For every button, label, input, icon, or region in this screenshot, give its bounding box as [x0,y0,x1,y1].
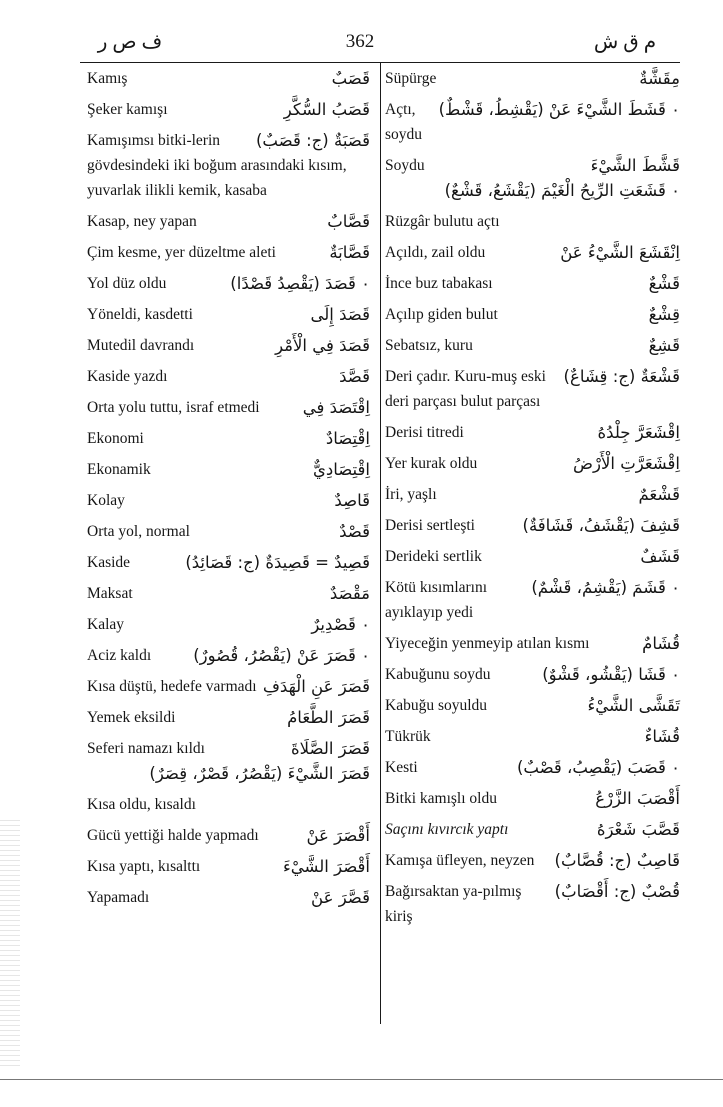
turkish-definition: Bitki kamışlı oldu [385,790,497,807]
turkish-definition: Tükrük [385,728,431,745]
turkish-definition: Kısa oldu, kısaldı [87,796,196,813]
turkish-definition: Süpürge [385,70,437,87]
dictionary-entry [87,581,370,606]
turkish-definition: Deri çadır. Kuru-muş eski deri parçası bulut parçası [385,368,546,410]
dictionary-entry [87,488,370,513]
arabic-headword: قُشَامٌ [642,634,680,653]
dictionary-entry [87,792,370,817]
dictionary-entry [87,333,370,358]
dictionary-entry [385,302,680,327]
turkish-definition: Yemek eksildi [87,709,176,726]
arabic-headword: اِنْقَشَعَ الشَّيْءُ عَنْ [560,243,680,262]
turkish-definition: Kabuğu soyuldu [385,697,488,714]
turkish-definition: Derideki sertlik [385,548,482,565]
dictionary-entry [385,817,680,842]
dictionary-entry [385,364,680,414]
dictionary-entry [385,451,680,476]
arabic-headword: مَقْصَدٌ [329,584,370,603]
dictionary-entry [385,631,680,656]
turkish-definition: Seferi namazı kıldı [87,740,205,757]
arabic-headword: قَشِعٌ [648,336,680,355]
turkish-definition: Kolay [87,492,125,509]
turkish-definition: Kasap, ney yapan [87,213,197,230]
arabic-headword: قَشِفَ (يَقْشَفُ، قَشَافَةٌ) [522,516,680,535]
dictionary-entry [385,66,680,91]
arabic-headword: ۰ قَصَدَ (يَقْصِدُ قَصْدًا) [230,274,370,293]
header-letters-right: ف ص ر [97,31,163,53]
dictionary-entry [385,879,680,929]
dictionary-entry [87,395,370,420]
dictionary-entry [87,302,370,327]
dictionary-entry [87,457,370,482]
arabic-headword: ۰ قَشَطَ الشَّيْءَ عَنْ (يَقْشِطُ، قَشْطٌ) [438,100,680,119]
arabic-headword: قَصَدَ إِلَى [310,305,370,324]
arabic-headword: قَشْعَمٌ [638,485,680,504]
arabic-headword: قَصَبُ السُّكَّرِ [283,100,370,119]
arabic-headword: قَاصِبٌ (ج: قُصَّابٌ) [554,851,680,870]
turkish-definition: Ekonamik [87,461,151,478]
dictionary-entry [87,519,370,544]
arabic-headword: قَصَرَ الطَّعَامُ [287,708,370,727]
turkish-definition: Kalay [87,616,125,633]
arabic-headword: قَصْدٌ [339,522,370,541]
arabic-headword: ۰ قَصَرَ عَنْ (يَقْصُرُ، قُصُورٌ) [193,646,370,665]
arabic-headword: ۰ قَصَبَ (يَقْصِبُ، قَصْبٌ) [516,758,680,777]
dictionary-entry [385,755,680,780]
bottom-rule [0,1079,723,1080]
arabic-headword: قَاصِدٌ [334,491,370,510]
turkish-definition: Orta yol, normal [87,523,190,540]
arabic-headword: قَشْعَةٌ (ج: قِشَاعٌ) [563,367,680,386]
arabic-headword: اِقْشَعَرَّ جِلْدُهُ [597,423,680,442]
arabic-headword: قَشَّطَ الشَّيْءَ [590,156,680,175]
dictionary-entry [385,724,680,749]
arabic-headword: قَشَفٌ [640,547,680,566]
dictionary-entry [87,271,370,296]
turkish-definition: Mutedil davrandı [87,337,195,354]
arabic-headword: أَقْصَبَ الزَّرْعُ [595,789,680,808]
dictionary-entry [385,544,680,569]
arabic-headword: قُشَاءٌ [644,727,680,746]
arabic-headword: قَصِيدٌ = قَصِيدَةٌ (ج: قَصَائِدُ) [185,553,370,572]
arabic-headword: مِقَشَّةٌ [639,69,680,88]
turkish-definition: Saçını kıvırcık yaptı [385,821,509,838]
arabic-headword: ۰ قَشَمَ (يَقْشِمُ، قَشْمٌ) [531,578,680,597]
turkish-definition: Kısa yaptı, kısalttı [87,858,201,875]
dictionary-entry [87,885,370,910]
turkish-definition: Kamışımsı bitki-lerin gövdesindeki iki boğum arasındaki kısım, yuvarlak ilikli kemik, kasaba [87,132,347,199]
arabic-headword: قَصَّدَ [339,367,370,386]
turkish-definition: Derisi sertleşti [385,517,475,534]
turkish-definition: Kaside [87,554,131,571]
dictionary-entry [385,97,680,147]
turkish-definition: Bağırsaktan ya-pılmış kiriş [385,883,522,925]
arabic-headword: قَصَرَ عَنِ الْهَدَفِ [262,677,370,696]
arabic-headword: قَصَّابٌ [327,212,370,231]
turkish-definition: Soydu [385,157,425,174]
arabic-headword: قَصَّابَةٌ [329,243,370,262]
dictionary-entry [87,426,370,451]
arabic-headword: قَصَبٌ [331,69,370,88]
turkish-definition: Kaside yazdı [87,368,168,385]
turkish-definition: Orta yolu tuttu, israf etmedi [87,399,260,416]
turkish-definition: Çim kesme, yer düzeltme aleti [87,244,276,261]
dictionary-entry [385,662,680,687]
dictionary-entry [87,240,370,265]
right-column [385,66,680,935]
arabic-headword: اِقْشَعَرَّتِ الْأَرْضُ [573,454,680,473]
dictionary-entry [385,153,680,203]
arabic-headword: تَقَشَّى الشَّيْءُ [587,696,680,715]
turkish-definition: İri, yaşlı [385,486,437,503]
arabic-headword: ۰ قَصْدِيرٌ [311,615,370,634]
dictionary-entry [385,786,680,811]
page-number: 362 [345,31,375,52]
arabic-headword: أَقْصَرَ عَنْ [306,826,370,845]
dictionary-entry [87,550,370,575]
dictionary-entry [385,482,680,507]
dictionary-entry [385,848,680,873]
turkish-definition: Rüzgâr bulutu açtı [385,213,500,230]
dictionary-entry [385,271,680,296]
arabic-headword: قَصَّرَ عَنْ [311,888,370,907]
turkish-definition: Açıldı, zail oldu [385,244,486,261]
dictionary-entry [385,420,680,445]
turkish-definition: Açtı, soydu [385,101,423,143]
dictionary-entry [385,693,680,718]
dictionary-entry [87,66,370,91]
arabic-headword: قَصَدَ فِي الْأَمْرِ [275,336,370,355]
dictionary-entry [385,575,680,625]
arabic-subentry: ۰ قَشَعَتِ الرِّيحُ الْغَيْمَ (يَقْشَعُ، قَشْعٌ) [444,181,680,200]
dictionary-entry [87,736,370,786]
arabic-headword: اِقْتِصَادٌ [325,429,370,448]
turkish-definition: Maksat [87,585,133,602]
arabic-headword: ۰ قَشَا (يَقْشُو، قَشْوٌ) [542,665,680,684]
turkish-definition: Kabuğunu soydu [385,666,491,683]
arabic-headword: قَشْعٌ [648,274,680,293]
dictionary-entry [87,643,370,668]
turkish-definition: Kamışa üfleyen, neyzen [385,852,535,869]
turkish-definition: Kamış [87,70,128,87]
turkish-definition: Yol düz oldu [87,275,167,292]
dictionary-entry [385,240,680,265]
turkish-definition: Aciz kaldı [87,647,152,664]
turkish-definition: Kesti [385,759,418,776]
dictionary-entry [385,513,680,538]
arabic-headword: قَصَرَ الصَّلَاةَ [291,739,370,758]
arabic-headword: قُصْبٌ (ج: أَقْصَابٌ) [554,882,680,901]
column-divider [380,62,381,1024]
arabic-subentry: قَصَرَ الشَّيْءَ (يَقْصُرُ، قَصْرٌ، قِصَرٌ) [149,764,370,783]
dictionary-entry [87,97,370,122]
arabic-headword: أَقْصَرَ الشَّيْءَ [283,857,370,876]
dictionary-entry [385,333,680,358]
left-column [87,66,370,916]
dictionary-entry [87,612,370,637]
dictionary-entry [87,705,370,730]
arabic-headword: قِشْعٌ [648,305,680,324]
arabic-headword: اِقْتَصَدَ فِي [302,398,370,417]
turkish-definition: Yöneldi, kasdetti [87,306,193,323]
turkish-definition: Sebatsız, kuru [385,337,473,354]
turkish-definition: Yapamadı [87,889,150,906]
arabic-headword: قَصَبَةٌ (ج: قَصَبٌ) [256,131,370,150]
turkish-definition: Gücü yettiği halde yapmadı [87,827,259,844]
scan-edge-noise [0,820,20,1070]
turkish-definition: Açılıp giden bulut [385,306,498,323]
dictionary-entry [385,209,680,234]
dictionary-entry [87,364,370,389]
header-letters-left: م ق ش [593,31,657,53]
turkish-definition: İnce buz tabakası [385,275,493,292]
turkish-definition: Yiyeceğin yenmeyip atılan kısmı [385,635,590,652]
turkish-definition: Yer kurak oldu [385,455,478,472]
arabic-headword: قَصَّبَ شَعْرَهُ [596,820,680,839]
turkish-definition: Kısa düştü, hedefe varmadı [87,678,257,695]
arabic-headword: اِقْتِصَادِيٌّ [312,460,370,479]
dictionary-entry [87,209,370,234]
turkish-definition: Kötü kısımlarını ayıklayıp yedi [385,579,488,621]
dictionary-entry [87,674,370,699]
dictionary-entry [87,854,370,879]
dictionary-entry [87,823,370,848]
turkish-definition: Şeker kamışı [87,101,168,118]
dictionary-entry [87,128,370,203]
turkish-definition: Derisi titredi [385,424,464,441]
turkish-definition: Ekonomi [87,430,144,447]
